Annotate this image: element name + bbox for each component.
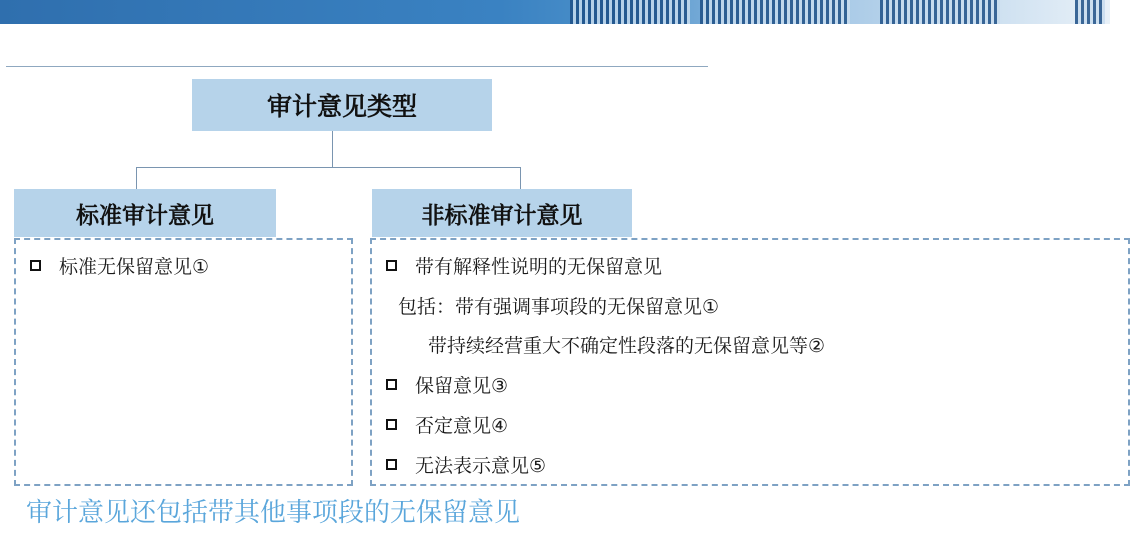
header-divider — [6, 66, 708, 67]
list-item — [386, 371, 508, 398]
header-banner — [0, 0, 1110, 24]
standard-opinion-title: 标准审计意见 — [14, 189, 276, 237]
checkbox-bullet-icon — [386, 379, 397, 390]
list-item-label: 否定意见④ — [415, 415, 509, 437]
checkbox-bullet-icon — [386, 459, 397, 470]
connector-line — [520, 167, 521, 189]
connector-line — [136, 167, 521, 168]
root-title-box: 审计意见类型 — [192, 79, 492, 131]
connector-line — [332, 131, 333, 167]
list-item — [386, 411, 508, 438]
list-item-label: 无法表示意见⑤ — [415, 455, 547, 477]
banner-building-image — [1075, 0, 1105, 24]
list-item — [386, 451, 546, 478]
sub-item — [428, 331, 825, 358]
checkbox-bullet-icon — [30, 260, 41, 271]
sub-item-label: 包括：带有强调事项段的无保留意见① — [398, 296, 720, 318]
connector-line — [136, 167, 137, 189]
sub-item-label: 带持续经营重大不确定性段落的无保留意见等② — [428, 335, 826, 357]
list-item-label: 标准无保留意见① — [59, 256, 210, 278]
list-item — [30, 252, 209, 279]
banner-building-image — [700, 0, 850, 24]
list-item-label: 保留意见③ — [415, 375, 509, 397]
list-item-label: 带有解释性说明的无保留意见 — [415, 256, 663, 278]
nonstandard-opinion-title: 非标准审计意见 — [372, 189, 632, 237]
list-item — [386, 252, 662, 279]
footnote-text: 审计意见还包括带其他事项段的无保留意见 — [26, 498, 521, 528]
sub-item — [398, 292, 719, 319]
checkbox-bullet-icon — [386, 419, 397, 430]
banner-building-image — [880, 0, 1000, 24]
checkbox-bullet-icon — [386, 260, 397, 271]
banner-building-image — [570, 0, 690, 24]
